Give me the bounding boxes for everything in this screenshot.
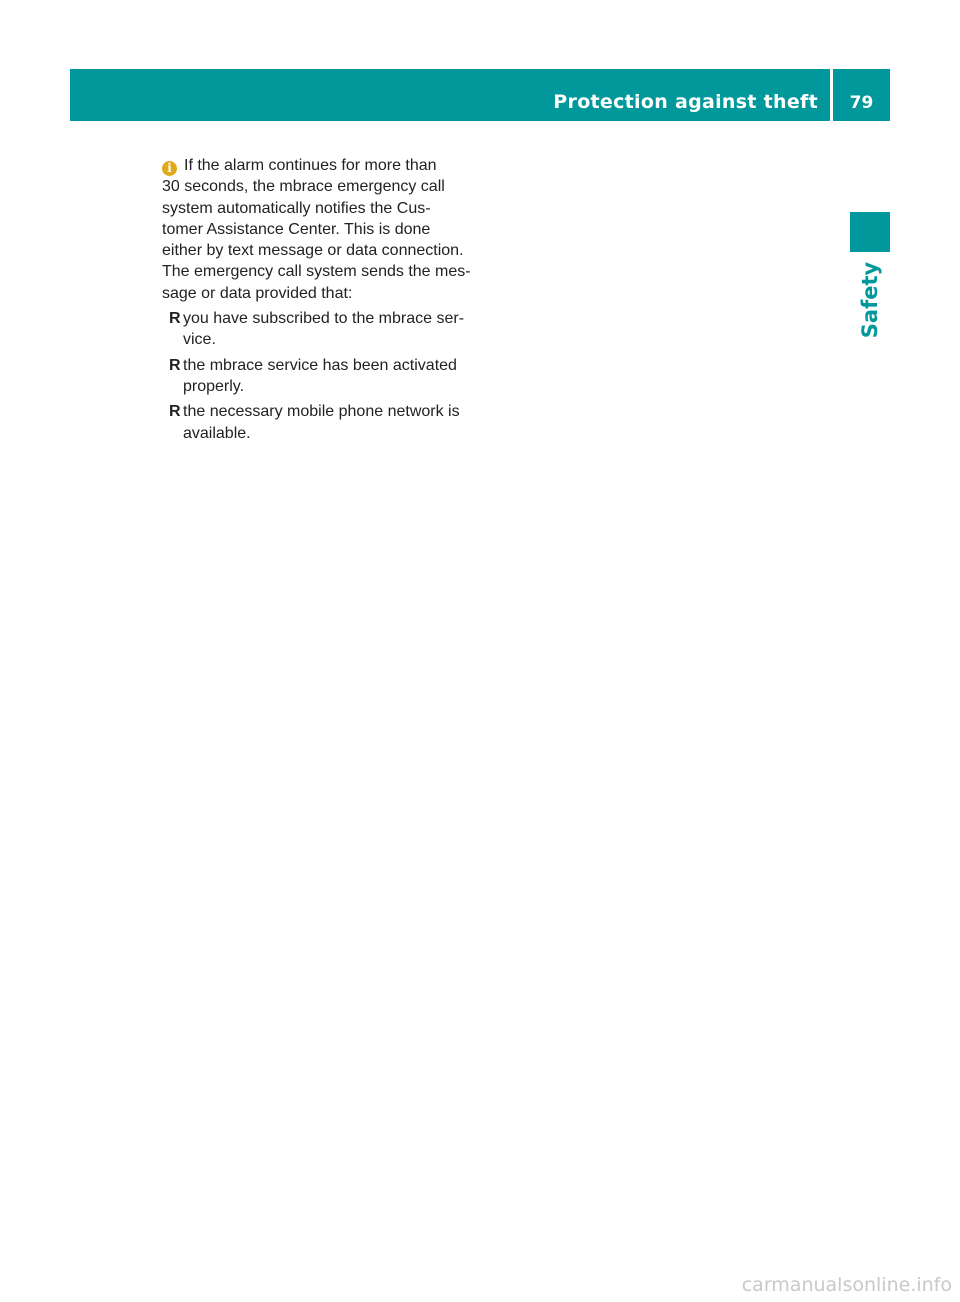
- list-item: R the mbrace service has been activated properly.: [169, 356, 457, 395]
- bullet-marker: R: [169, 403, 181, 421]
- bullet-marker: R: [169, 356, 181, 374]
- footer-watermark: carmanualsonline.info: [741, 1274, 952, 1296]
- note-line-2: system automatically notifies the Cus-: [162, 199, 431, 217]
- header-title-box: [70, 69, 830, 121]
- page-number: 79: [849, 93, 874, 113]
- header-page-box: [833, 69, 890, 121]
- note-line-0: i If the alarm continues for more than: [162, 155, 482, 176]
- note-line-1: 30 seconds, the mbrace emergency call: [162, 178, 445, 196]
- note-line-4: either by text message or data connection.: [162, 242, 464, 260]
- bullet-marker: R: [169, 310, 181, 328]
- chapter-tab-label: Safety: [858, 261, 882, 339]
- note-line-6: sage or data provided that:: [162, 284, 353, 302]
- main-content: [162, 155, 482, 448]
- list-item: R you have subscribed to the mbrace ser- vice.: [169, 310, 465, 349]
- list-item: R the necessary mobile phone network is available.: [169, 403, 460, 442]
- page-header: [70, 69, 890, 121]
- info-icon: i: [162, 161, 177, 176]
- note-line-3: tomer Assistance Center. This is done: [162, 220, 431, 238]
- condition-list: [162, 308, 482, 444]
- section-title: Protection against theft: [553, 91, 818, 113]
- note-line-5: The emergency call system sends the mes-: [162, 263, 471, 281]
- info-note: [162, 155, 482, 304]
- chapter-tab-marker: [850, 212, 890, 252]
